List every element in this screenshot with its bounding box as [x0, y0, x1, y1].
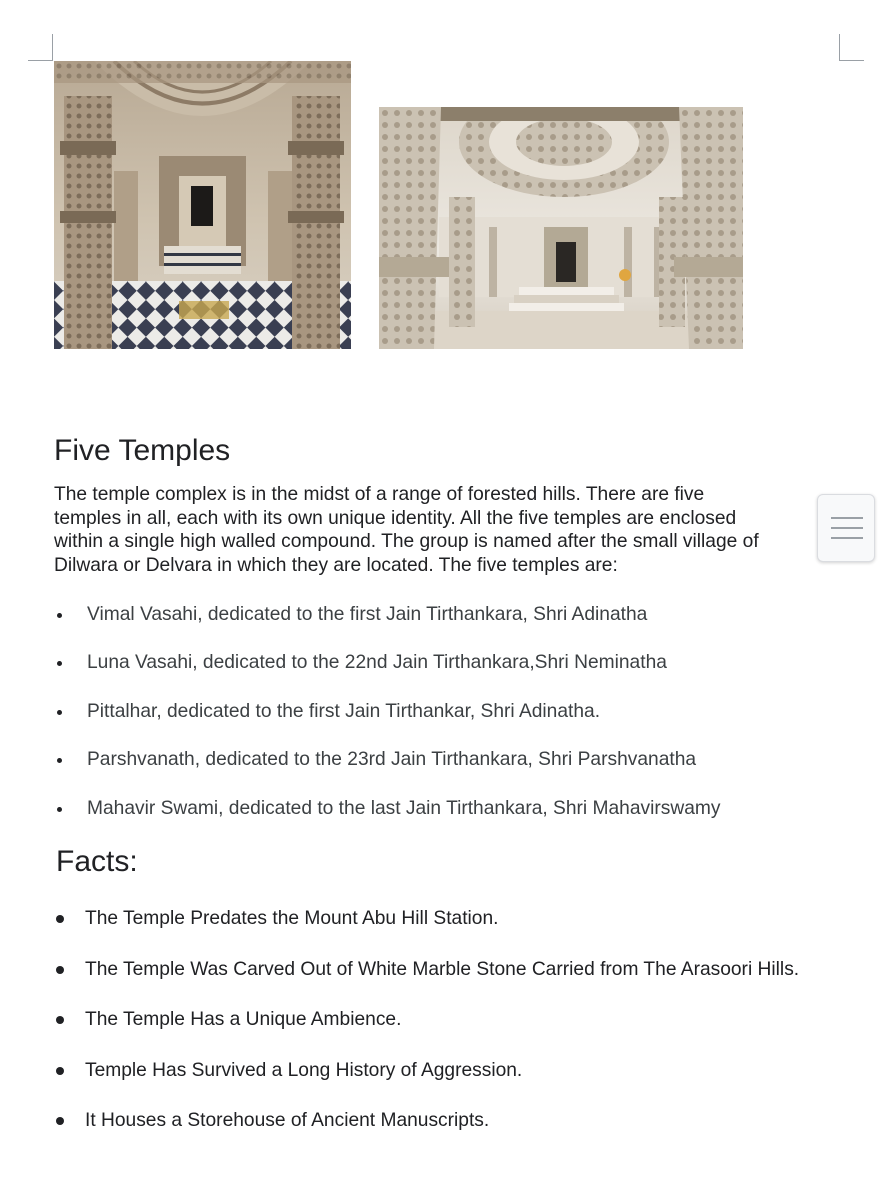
list-item: Vimal Vasahi, dedicated to the first Jain Tirthankara, Shri Adinatha — [54, 603, 824, 627]
hamburger-menu-button[interactable] — [817, 494, 875, 562]
temples-list — [54, 603, 824, 845]
list-item: Temple Has Survived a Long History of Aggression. — [54, 1058, 824, 1083]
list-item: Luna Vasahi, dedicated to the 22nd Jain Tirthankara,Shri Neminatha — [54, 651, 824, 675]
intro-line: The temple complex is in the midst of a range of forested hills. There are five — [54, 484, 705, 505]
menu-icon-bar — [831, 527, 863, 529]
menu-icon-bar — [831, 537, 863, 539]
list-item: The Temple Was Carved Out of White Marble Stone Carried from The Arasoori Hills. — [54, 957, 824, 982]
menu-icon-bar — [831, 517, 863, 519]
facts-heading: Facts: — [56, 845, 138, 878]
page-corner-mark-top-right — [839, 34, 864, 61]
list-item: The Temple Predates the Mount Abu Hill Station. — [54, 906, 824, 931]
facts-list — [54, 906, 824, 1159]
temple-interior-photo-2 — [379, 107, 743, 349]
list-item: Mahavir Swami, dedicated to the last Jain Tirthankara, Shri Mahavirswamy — [54, 797, 824, 821]
intro-line: Dilwara or Delvara in which they are located. The five temples are: — [54, 554, 618, 576]
page-corner-mark-top-left — [28, 34, 53, 61]
intro-line: temples in all, each with its own unique identity. All the five temples are enclosed — [54, 507, 737, 529]
list-item: The Temple Has a Unique Ambience. — [54, 1007, 824, 1032]
intro-line: within a single high walled compound. The group is named after the small village of — [54, 531, 759, 552]
list-item: It Houses a Storehouse of Ancient Manuscripts. — [54, 1108, 824, 1133]
list-item: Pittalhar, dedicated to the first Jain Tirthankar, Shri Adinatha. — [54, 700, 824, 724]
list-item: Parshvanath, dedicated to the 23rd Jain Tirthankara, Shri Parshvanatha — [54, 748, 824, 772]
five-temples-heading: Five Temples — [54, 434, 231, 467]
five-temples-intro — [54, 483, 818, 579]
temple-interior-photo-1 — [54, 61, 351, 349]
